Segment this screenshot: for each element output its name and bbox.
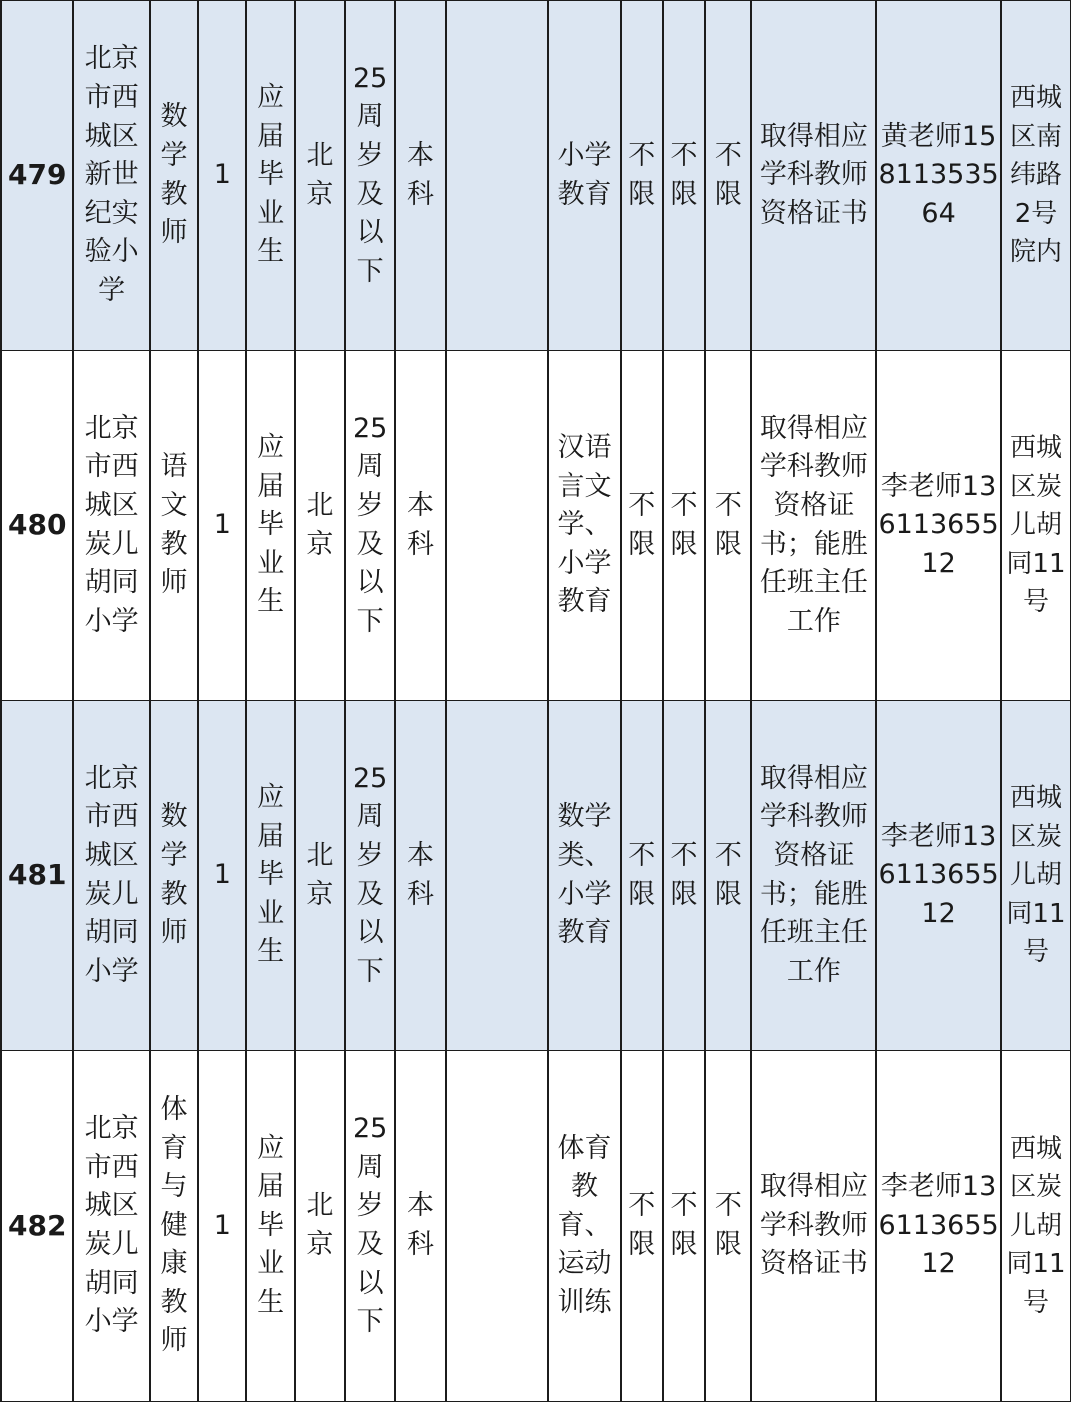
job-number: 482 [1, 1051, 73, 1402]
degree-cell [446, 1, 549, 351]
limit-cell-1: 不限 [621, 1051, 663, 1402]
household-registration: 北京 [295, 1, 345, 351]
work-address: 西城区南纬路2号院内 [1001, 1, 1071, 351]
age-requirement: 25周岁及以下 [345, 351, 395, 701]
limit-cell-2: 不限 [663, 701, 705, 1051]
candidate-source: 应届毕业生 [246, 351, 294, 701]
contact-info: 李老师13611365512 [876, 1051, 1001, 1402]
post-name: 语文教师 [150, 351, 198, 701]
hiring-count: 1 [198, 1, 246, 351]
candidate-source: 应届毕业生 [246, 701, 294, 1051]
employer-school: 北京市西城区炭儿胡同小学 [73, 1051, 149, 1402]
employer-school: 北京市西城区炭儿胡同小学 [73, 701, 149, 1051]
table-row [1, 701, 1071, 1051]
degree-cell [446, 351, 549, 701]
education-level: 本科 [395, 351, 445, 701]
other-requirement: 取得相应学科教师资格证书；能胜任班主任工作 [751, 351, 876, 701]
education-level: 本科 [395, 1051, 445, 1402]
limit-cell-2: 不限 [663, 351, 705, 701]
employer-school: 北京市西城区炭儿胡同小学 [73, 351, 149, 701]
degree-cell [446, 701, 549, 1051]
employer-school: 北京市西城区新世纪实验小学 [73, 1, 149, 351]
contact-info: 黄老师15811353564 [876, 1, 1001, 351]
job-number: 479 [1, 1, 73, 351]
degree-cell [446, 1051, 549, 1402]
hiring-count: 1 [198, 701, 246, 1051]
limit-cell-3: 不限 [705, 1, 751, 351]
work-address: 西城区炭儿胡同11号 [1001, 1051, 1071, 1402]
limit-cell-3: 不限 [705, 1051, 751, 1402]
contact-info: 李老师13611365512 [876, 351, 1001, 701]
age-requirement: 25周岁及以下 [345, 701, 395, 1051]
household-registration: 北京 [295, 351, 345, 701]
hiring-count: 1 [198, 351, 246, 701]
table-row [1, 351, 1071, 701]
major-requirement: 汉语言文学、小学教育 [548, 351, 620, 701]
limit-cell-1: 不限 [621, 351, 663, 701]
household-registration: 北京 [295, 1051, 345, 1402]
other-requirement: 取得相应学科教师资格证书 [751, 1, 876, 351]
post-name: 体育与健康教师 [150, 1051, 198, 1402]
limit-cell-3: 不限 [705, 351, 751, 701]
post-name: 数学教师 [150, 1, 198, 351]
limit-cell-1: 不限 [621, 1, 663, 351]
other-requirement: 取得相应学科教师资格证书 [751, 1051, 876, 1402]
work-address: 西城区炭儿胡同11号 [1001, 701, 1071, 1051]
table-row [1, 1, 1071, 351]
candidate-source: 应届毕业生 [246, 1, 294, 351]
age-requirement: 25周岁及以下 [345, 1, 395, 351]
education-level: 本科 [395, 1, 445, 351]
limit-cell-2: 不限 [663, 1051, 705, 1402]
post-name: 数学教师 [150, 701, 198, 1051]
other-requirement: 取得相应学科教师资格证书；能胜任班主任工作 [751, 701, 876, 1051]
education-level: 本科 [395, 701, 445, 1051]
contact-info: 李老师13611365512 [876, 701, 1001, 1051]
limit-cell-3: 不限 [705, 701, 751, 1051]
major-requirement: 数学类、小学教育 [548, 701, 620, 1051]
hiring-count: 1 [198, 1051, 246, 1402]
household-registration: 北京 [295, 701, 345, 1051]
candidate-source: 应届毕业生 [246, 1051, 294, 1402]
job-number: 481 [1, 701, 73, 1051]
job-number: 480 [1, 351, 73, 701]
major-requirement: 小学教育 [548, 1, 620, 351]
major-requirement: 体育教育、运动训练 [548, 1051, 620, 1402]
age-requirement: 25周岁及以下 [345, 1051, 395, 1402]
limit-cell-1: 不限 [621, 701, 663, 1051]
work-address: 西城区炭儿胡同11号 [1001, 351, 1071, 701]
table-row [1, 1051, 1071, 1402]
limit-cell-2: 不限 [663, 1, 705, 351]
